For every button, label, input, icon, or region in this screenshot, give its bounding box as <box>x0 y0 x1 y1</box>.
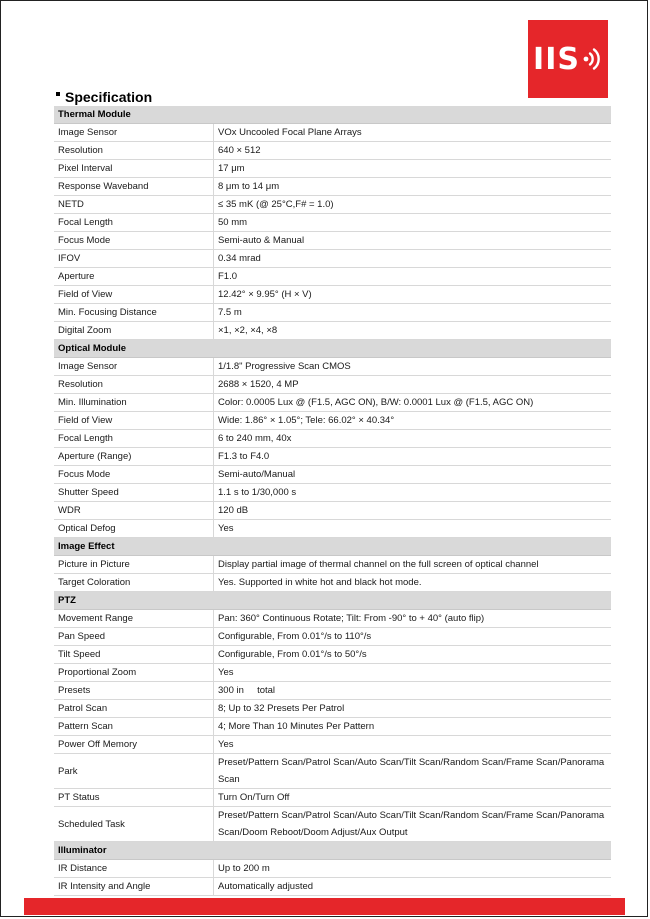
spec-row <box>54 574 611 592</box>
spec-value: 6 to 240 mm, 40x <box>214 430 612 448</box>
spec-row <box>54 376 611 394</box>
sound-waves-icon <box>583 46 603 72</box>
spec-row <box>54 736 611 754</box>
spec-value: 4; More Than 10 Minutes Per Pattern <box>214 718 612 736</box>
spec-label: Min. Focusing Distance <box>54 304 214 322</box>
spec-value: Configurable, From 0.01°/s to 110°/s <box>214 628 612 646</box>
spec-label: Optical Defog <box>54 520 214 538</box>
spec-row <box>54 232 611 250</box>
spec-value: Semi-auto & Manual <box>214 232 612 250</box>
spec-row <box>54 322 611 340</box>
section-title: Illuminator <box>54 842 611 860</box>
spec-label: Aperture <box>54 268 214 286</box>
spec-row <box>54 807 611 842</box>
spec-value: 2688 × 1520, 4 MP <box>214 376 612 394</box>
spec-row <box>54 412 611 430</box>
spec-label: Shutter Speed <box>54 484 214 502</box>
spec-row <box>54 789 611 807</box>
spec-row <box>54 268 611 286</box>
spec-row <box>54 358 611 376</box>
spec-value: 640 × 512 <box>214 142 612 160</box>
spec-label: Resolution <box>54 376 214 394</box>
spec-label: PT Status <box>54 789 214 807</box>
section-header <box>54 106 611 124</box>
spec-value: Pan: 360° Continuous Rotate; Tilt: From -90° to + 40° (auto flip) <box>214 610 612 628</box>
spec-label: Picture in Picture <box>54 556 214 574</box>
section-header <box>54 592 611 610</box>
spec-value: F1.0 <box>214 268 612 286</box>
spec-value: Yes <box>214 520 612 538</box>
spec-value: 12.42° × 9.95° (H × V) <box>214 286 612 304</box>
spec-row <box>54 484 611 502</box>
section-title: Optical Module <box>54 340 611 358</box>
spec-label: Focus Mode <box>54 232 214 250</box>
spec-label: Pixel Interval <box>54 160 214 178</box>
spec-value: Preset/Pattern Scan/Patrol Scan/Auto Scan/Tilt Scan/Random Scan/Frame Scan/Panorama Scan <box>214 754 612 789</box>
spec-value: Color: 0.0005 Lux @ (F1.5, AGC ON), B/W: 0.0001 Lux @ (F1.5, AGC ON) <box>214 394 612 412</box>
spec-value: Yes <box>214 664 612 682</box>
spec-value: Yes. Supported in white hot and black hot mode. <box>214 574 612 592</box>
spec-row <box>54 502 611 520</box>
section-title: PTZ <box>54 592 611 610</box>
spec-label: Tilt Speed <box>54 646 214 664</box>
spec-label: Park <box>54 754 214 789</box>
spec-label: Patrol Scan <box>54 700 214 718</box>
page-title <box>56 89 152 105</box>
page-title-text: Specification <box>65 89 153 105</box>
spec-label: Field of View <box>54 286 214 304</box>
spec-row <box>54 214 611 232</box>
spec-label: Presets <box>54 682 214 700</box>
spec-row <box>54 646 611 664</box>
spec-row <box>54 394 611 412</box>
spec-label: Min. Illumination <box>54 394 214 412</box>
spec-value: 300 in total <box>214 682 612 700</box>
spec-row <box>54 304 611 322</box>
spec-row <box>54 628 611 646</box>
spec-value: 17 μm <box>214 160 612 178</box>
spec-row <box>54 556 611 574</box>
spec-row <box>54 448 611 466</box>
spec-value: 8 μm to 14 μm <box>214 178 612 196</box>
spec-label: Focal Length <box>54 430 214 448</box>
spec-row <box>54 682 611 700</box>
spec-label: IR Distance <box>54 860 214 878</box>
spec-row <box>54 196 611 214</box>
section-header <box>54 842 611 860</box>
spec-label: Digital Zoom <box>54 322 214 340</box>
spec-row <box>54 718 611 736</box>
spec-label: Power Off Memory <box>54 736 214 754</box>
spec-row <box>54 700 611 718</box>
spec-row <box>54 142 611 160</box>
spec-value: Configurable, From 0.01°/s to 50°/s <box>214 646 612 664</box>
spec-value: Display partial image of thermal channel on the full screen of optical channel <box>214 556 612 574</box>
spec-value: Automatically adjusted <box>214 878 612 896</box>
spec-label: WDR <box>54 502 214 520</box>
brand-logo <box>528 20 608 98</box>
spec-row <box>54 466 611 484</box>
spec-value: Yes <box>214 736 612 754</box>
spec-row <box>54 124 611 142</box>
spec-row <box>54 860 611 878</box>
spec-row <box>54 754 611 789</box>
spec-label: Resolution <box>54 142 214 160</box>
spec-row <box>54 664 611 682</box>
spec-value: Turn On/Turn Off <box>214 789 612 807</box>
spec-label: Focal Length <box>54 214 214 232</box>
section-header <box>54 340 611 358</box>
spec-value: 120 dB <box>214 502 612 520</box>
spec-label: IFOV <box>54 250 214 268</box>
spec-label: Image Sensor <box>54 124 214 142</box>
spec-value: 1.1 s to 1/30,000 s <box>214 484 612 502</box>
spec-value: Preset/Pattern Scan/Patrol Scan/Auto Scan/Tilt Scan/Random Scan/Frame Scan/Panorama Scan/Doom Reboot/Doom Adjust/Aux Output <box>214 807 612 842</box>
spec-value: ×1, ×2, ×4, ×8 <box>214 322 612 340</box>
section-title: Image Effect <box>54 538 611 556</box>
spec-row <box>54 160 611 178</box>
spec-label: Proportional Zoom <box>54 664 214 682</box>
spec-label: Movement Range <box>54 610 214 628</box>
spec-row <box>54 286 611 304</box>
spec-label: Pattern Scan <box>54 718 214 736</box>
logo-text: IIS <box>533 41 580 77</box>
bullet-icon <box>56 92 60 96</box>
section-header <box>54 538 611 556</box>
spec-value: 1/1.8" Progressive Scan CMOS <box>214 358 612 376</box>
spec-value: Up to 200 m <box>214 860 612 878</box>
spec-label: NETD <box>54 196 214 214</box>
spec-label: Field of View <box>54 412 214 430</box>
spec-label: IR Intensity and Angle <box>54 878 214 896</box>
footer-bar <box>24 898 625 915</box>
spec-row <box>54 178 611 196</box>
spec-row <box>54 610 611 628</box>
spec-value: 50 mm <box>214 214 612 232</box>
spec-value: ≤ 35 mK (@ 25°C,F# = 1.0) <box>214 196 612 214</box>
spec-row <box>54 250 611 268</box>
spec-value: VOx Uncooled Focal Plane Arrays <box>214 124 612 142</box>
spec-label: Image Sensor <box>54 358 214 376</box>
spec-label: Focus Mode <box>54 466 214 484</box>
spec-label: Pan Speed <box>54 628 214 646</box>
spec-value: 7.5 m <box>214 304 612 322</box>
spec-value: Semi-auto/Manual <box>214 466 612 484</box>
spec-value: 0.34 mrad <box>214 250 612 268</box>
spec-value: F1.3 to F4.0 <box>214 448 612 466</box>
spec-row <box>54 430 611 448</box>
spec-label: Response Waveband <box>54 178 214 196</box>
spec-row <box>54 520 611 538</box>
spec-label: Scheduled Task <box>54 807 214 842</box>
spec-table <box>54 106 611 896</box>
spec-label: Aperture (Range) <box>54 448 214 466</box>
spec-value: Wide: 1.86° × 1.05°; Tele: 66.02° × 40.34° <box>214 412 612 430</box>
spec-value: 8; Up to 32 Presets Per Patrol <box>214 700 612 718</box>
section-title: Thermal Module <box>54 106 611 124</box>
spec-row <box>54 878 611 896</box>
spec-label: Target Coloration <box>54 574 214 592</box>
